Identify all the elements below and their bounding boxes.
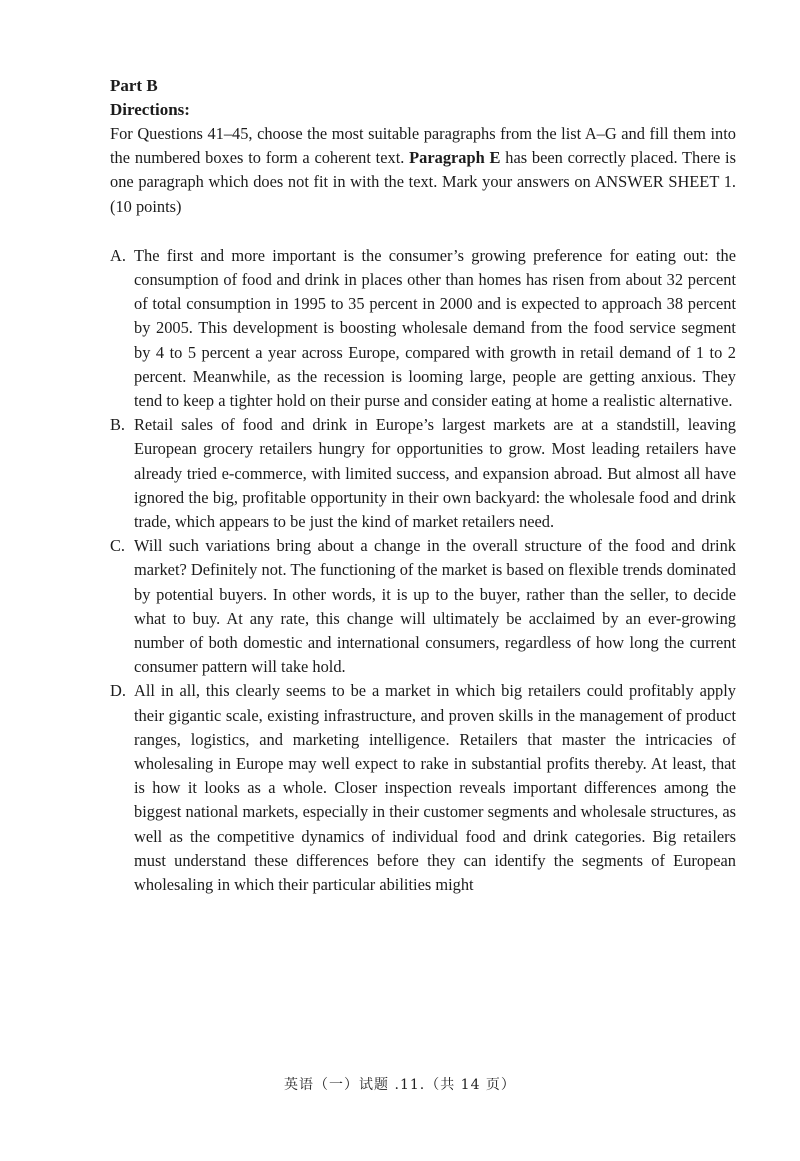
directions-text-start: For Questions 41–45, choose the most suitable paragraphs from the list A–G and fill them into the numbered boxes to form a coherent text. bbox=[110, 124, 736, 168]
option-letter: C. bbox=[110, 536, 126, 556]
option-text: All in all, this clearly seems to be a market in which big retailers could profitably apply their gigantic scale, existing infrastructure, and proven skills in the management of product ranges, logistics, and marketing intelligence. Retailers that master the intricacies of wholesaling in Europe may well expect to rake in substantial profits thereby. At least, that is how it looks as a whole. Closer inspection reveals important differences among the biggest national markets, especially in their customer segments and wholesale structures, as well as the competitive dynamics of individual food and drink categories. Big retailers must understand these differences before they can identify the segments of European wholesaling in which their particular abilities might bbox=[134, 681, 736, 895]
directions-text-end: has been correctly placed. There is one paragraph which does not fit in with the text. Mark your answers on ANSWER SHEET 1. (10 points) bbox=[110, 148, 736, 216]
option-text: Retail sales of food and drink in Europe’s largest markets are at a standstill, leaving European grocery retailers hungry for opportunities to grow. Most leading retailers have already tried e-commerce, with limited success, and expansion abroad. But almost all have ignored the big, profitable opportunity in their own backyard: the wholesale food and drink trade, which appears to be just the kind of market retailers need. bbox=[134, 415, 736, 532]
directions-text bbox=[110, 122, 736, 219]
option-c bbox=[110, 534, 736, 679]
option-b bbox=[110, 413, 736, 534]
page-footer: 英语（一）试题 .11.（共 14 页） bbox=[284, 1077, 516, 1093]
part-title: Part B bbox=[110, 76, 158, 95]
directions-heading: Directions: bbox=[110, 100, 190, 119]
option-text: The first and more important is the consumer’s growing preference for eating out: the consumption of food and drink in places other than homes has risen from about 32 percent of total consumption in 1995 to 35 percent in 2000 and is expected to approach 38 percent by 2005. This development is boosting wholesale demand from the food service segment by 4 to 5 percent a year across Europe, compared with growth in retail demand of 1 to 2 percent. Meanwhile, as the recession is looming large, people are getting anxious. They tend to keep a tighter hold on their purse and consider eating at home a realistic alternative. bbox=[134, 245, 736, 411]
exam-page bbox=[110, 74, 736, 897]
option-letter: A. bbox=[110, 245, 126, 265]
options-list bbox=[110, 244, 736, 897]
directions-bold-paragraph: Paragraph E bbox=[409, 148, 501, 168]
option-text: Will such variations bring about a change in the overall structure of the food and drink market? Definitely not. The functioning of the market is based on flexible trends dominated by potential buyers. In other words, it is up to the buyer, rather than the seller, to decide what to buy. At any rate, this change will ultimately be acclaimed by an ever-growing number of both domestic and international consumers, regardless of how long the current consumer pattern will take hold. bbox=[134, 536, 736, 677]
option-d bbox=[110, 679, 736, 897]
option-letter: D. bbox=[110, 681, 126, 701]
option-letter: B. bbox=[110, 415, 126, 435]
option-a bbox=[110, 244, 736, 413]
